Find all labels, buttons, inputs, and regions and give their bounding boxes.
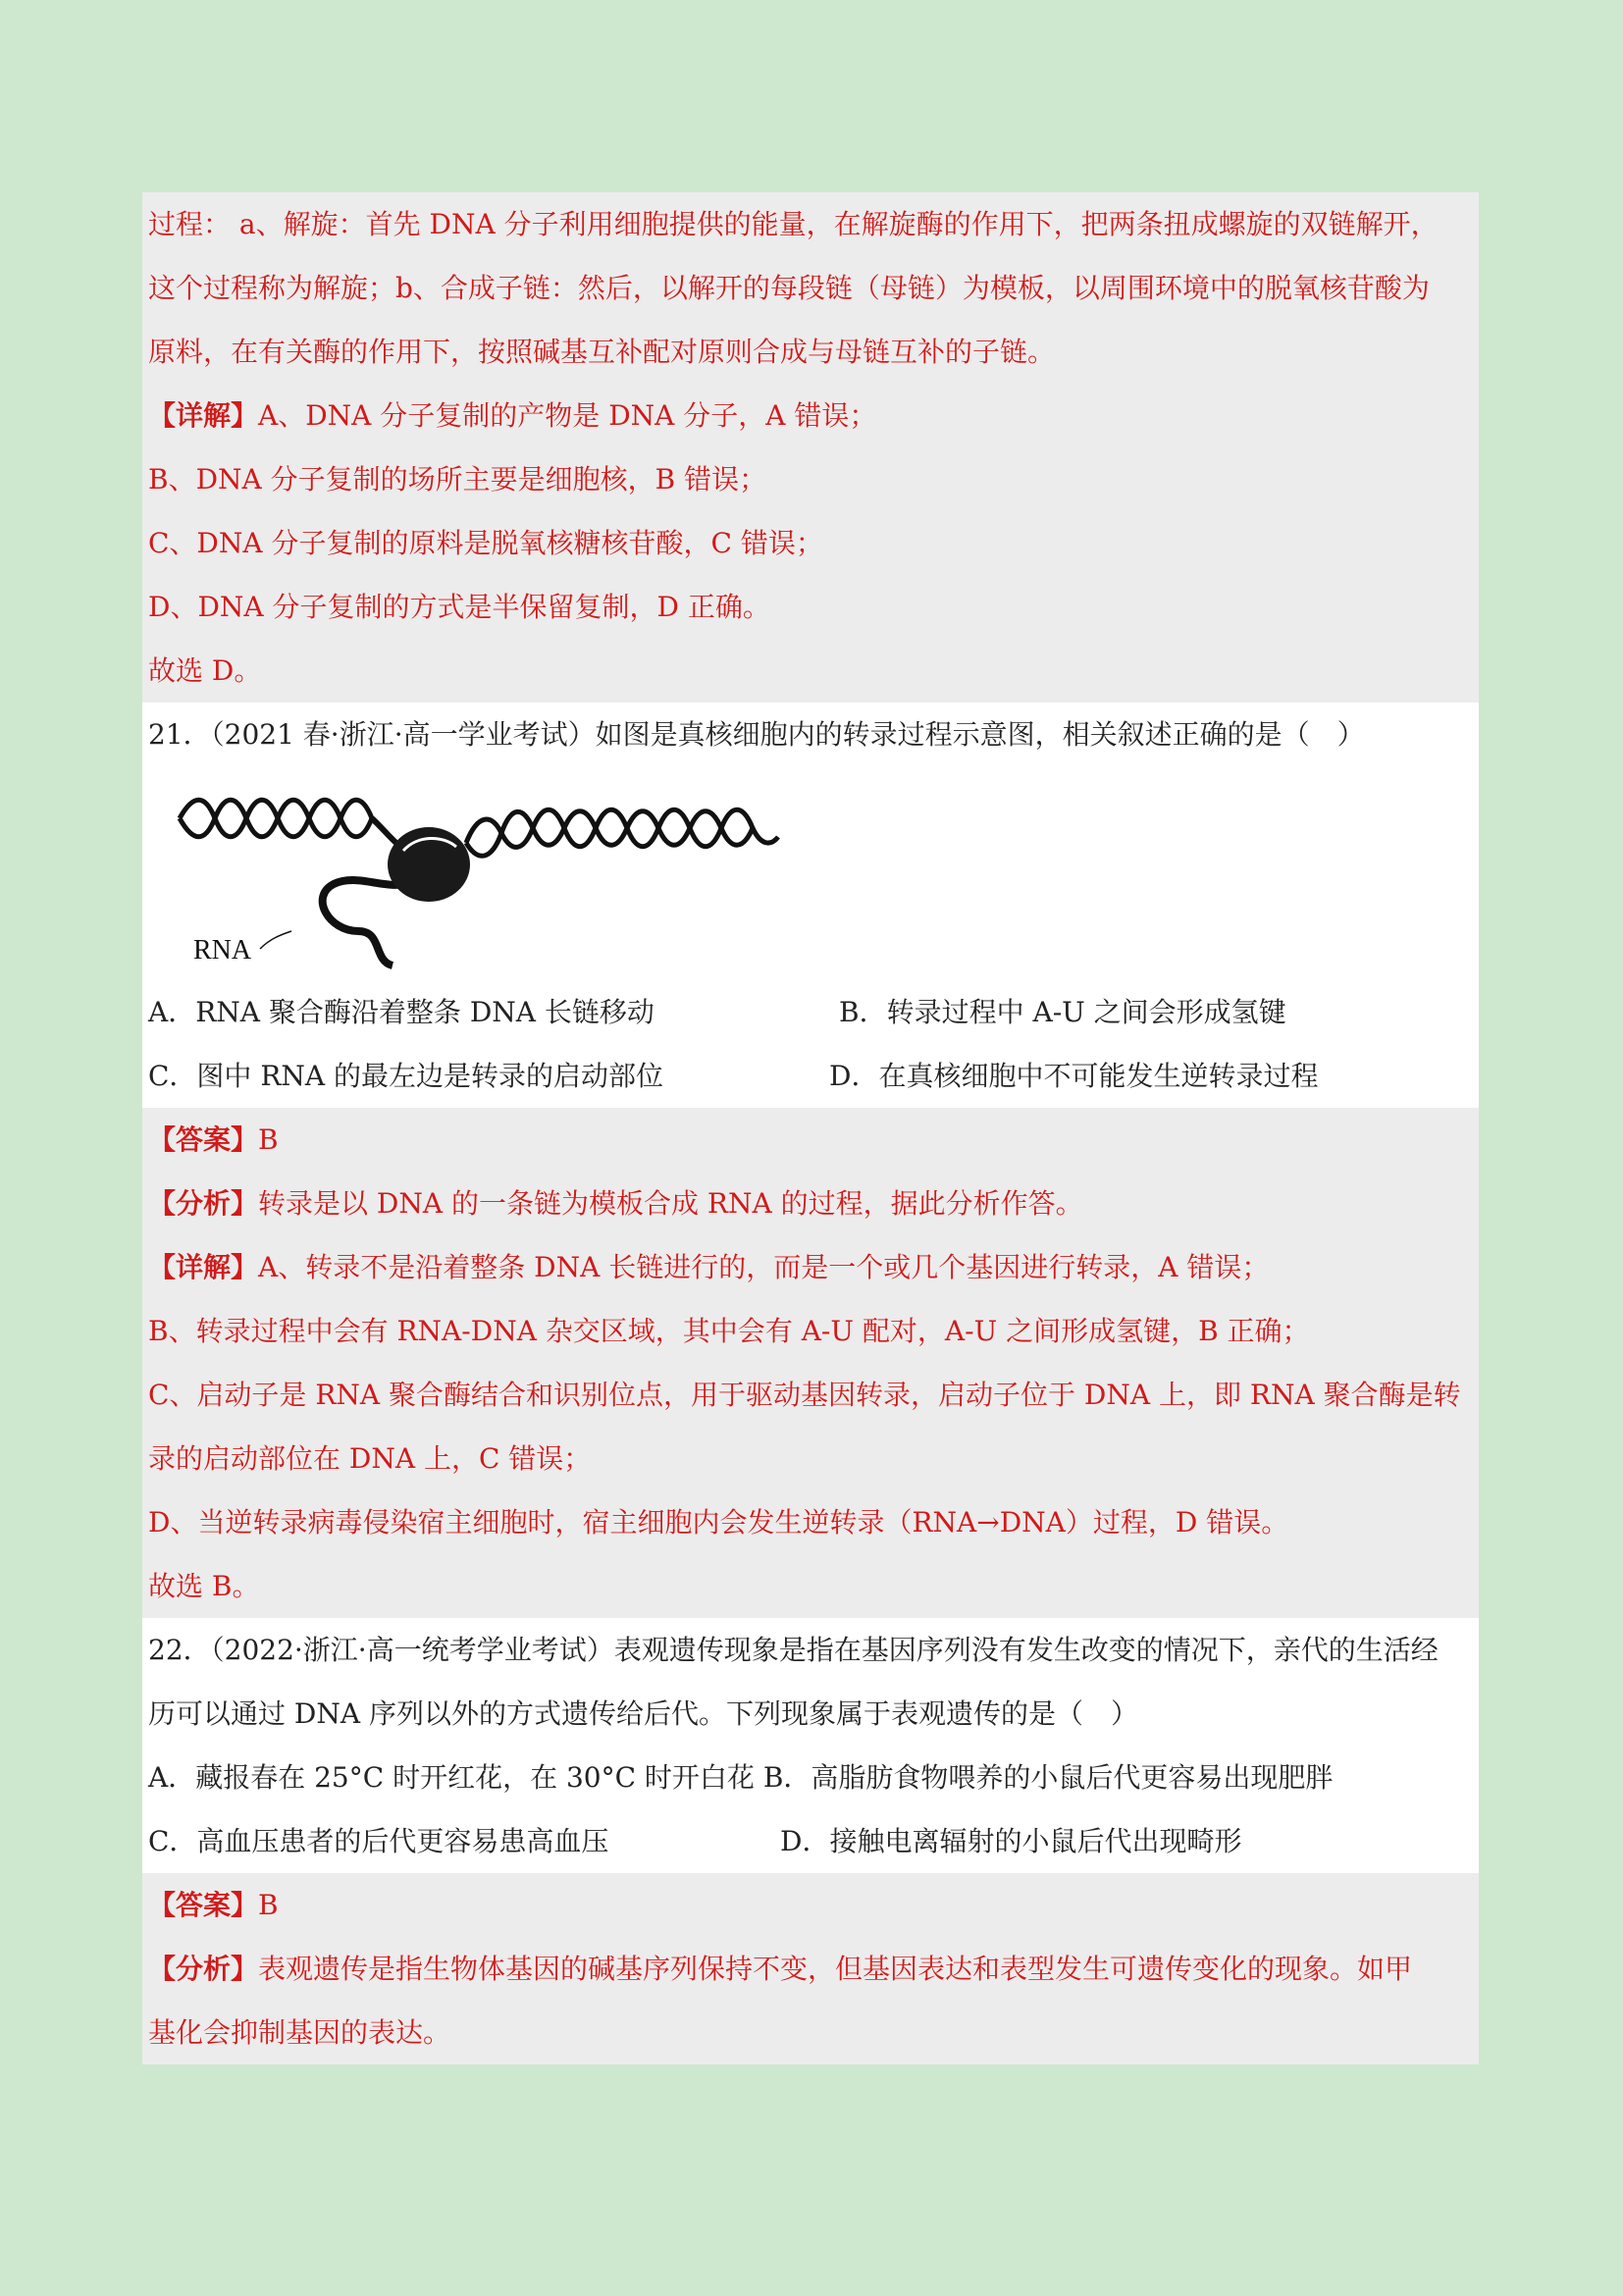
question-21-options-cd — [142, 1044, 1479, 1108]
text-line: 原料，在有关酶的作用下，按照碱基互补配对原则合成与母链互补的子链。 — [142, 320, 1479, 384]
option-b: B．转录过程中 A-U 之间会形成氢键 — [839, 996, 1286, 1028]
conclusion-line: 故选 D。 — [142, 639, 1479, 703]
analysis-tag: 【分析】 — [148, 1187, 259, 1220]
option-a: A．RNA 聚合酶沿着整条 DNA 长链移动 — [148, 996, 654, 1028]
analysis-tag: 【分析】 — [148, 1953, 259, 1985]
transcription-figure — [142, 766, 1479, 980]
detail-line — [142, 384, 1479, 447]
option-d: D．在真核细胞中不可能发生逆转录过程 — [829, 1060, 1319, 1092]
transcription-diagram — [172, 774, 800, 970]
question-21-options-ab — [142, 980, 1479, 1044]
answer-value: B — [258, 1889, 279, 1921]
text-line: B、转录过程中会有 RNA-DNA 杂交区域，其中会有 A-U 配对，A-U 之间形成氢键，B 正确； — [142, 1299, 1479, 1363]
analysis-line — [142, 1172, 1479, 1235]
detail-line — [142, 1235, 1479, 1299]
option-d: D．接触电离辐射的小鼠后代出现畸形 — [780, 1825, 1242, 1857]
option-c: C．高血压患者的后代更容易患高血压 — [148, 1825, 609, 1857]
text-line: C、DNA 分子复制的原料是脱氧核糖核苷酸，C 错误； — [142, 511, 1479, 575]
question-22-options-ab: A．藏报春在 25°C 时开红花，在 30°C 时开白花 B．高脂肪食物喂养的小鼠后代更容易出现肥胖 — [142, 1746, 1479, 1809]
question-22-stem: 22．（2022·浙江·高一统考学业考试）表观遗传现象是指在基因序列没有发生改变的情况下，亲代的生活经 — [142, 1618, 1479, 1682]
question-22-options-cd — [142, 1809, 1479, 1873]
answer-line — [142, 1873, 1479, 1937]
answer-tag: 【答案】 — [148, 1123, 259, 1156]
analysis-text: 转录是以 DNA 的一条链为模板合成 RNA 的过程，据此分析作答。 — [258, 1187, 1083, 1220]
text-line: 基化会抑制基因的表达。 — [142, 2001, 1479, 2064]
text-line: D、当逆转录病毒侵染宿主细胞时，宿主细胞内会发生逆转录（RNA→DNA）过程，D 错误。 — [142, 1490, 1479, 1554]
conclusion-line: 故选 B。 — [142, 1554, 1479, 1618]
question-21-stem: 21．（2021 春·浙江·高一学业考试）如图是真核细胞内的转录过程示意图，相关叙述正确的是（ ） — [142, 703, 1479, 766]
detail-text: A、DNA 分子复制的产物是 DNA 分子，A 错误； — [258, 399, 877, 432]
option-c: C．图中 RNA 的最左边是转录的启动部位 — [148, 1060, 664, 1092]
analysis-text: 表观遗传是指生物体基因的碱基序列保持不变，但基因表达和表型发生可遗传变化的现象。如甲 — [258, 1953, 1413, 1985]
detail-tag: 【详解】 — [148, 399, 259, 432]
answer-line — [142, 1108, 1479, 1172]
analysis-line — [142, 1937, 1479, 2001]
rna-figure-label: RNA — [193, 935, 252, 965]
text-line: D、DNA 分子复制的方式是半保留复制，D 正确。 — [142, 575, 1479, 639]
answer-value: B — [258, 1123, 279, 1156]
text-line: B、DNA 分子复制的场所主要是细胞核，B 错误； — [142, 447, 1479, 511]
text-line: 录的启动部位在 DNA 上，C 错误； — [142, 1427, 1479, 1490]
question-22-stem: 历可以通过 DNA 序列以外的方式遗传给后代。下列现象属于表观遗传的是（ ） — [142, 1682, 1479, 1746]
text-line: 过程： a、解旋：首先 DNA 分子利用细胞提供的能量，在解旋酶的作用下，把两条扭成螺旋的双链解开， — [142, 192, 1479, 256]
answer-tag: 【答案】 — [148, 1889, 259, 1921]
text-line: C、启动子是 RNA 聚合酶结合和识别位点，用于驱动基因转录，启动子位于 DNA 上，即 RNA 聚合酶是转 — [142, 1363, 1479, 1427]
detail-text: A、转录不是沿着整条 DNA 长链进行的，而是一个或几个基因进行转录，A 错误； — [258, 1251, 1270, 1283]
document-sheet — [142, 192, 1479, 2064]
detail-tag: 【详解】 — [148, 1251, 259, 1283]
text-line: 这个过程称为解旋；b、合成子链：然后，以解开的每段链（母链）为模板，以周围环境中的脱氧核苷酸为 — [142, 256, 1479, 320]
